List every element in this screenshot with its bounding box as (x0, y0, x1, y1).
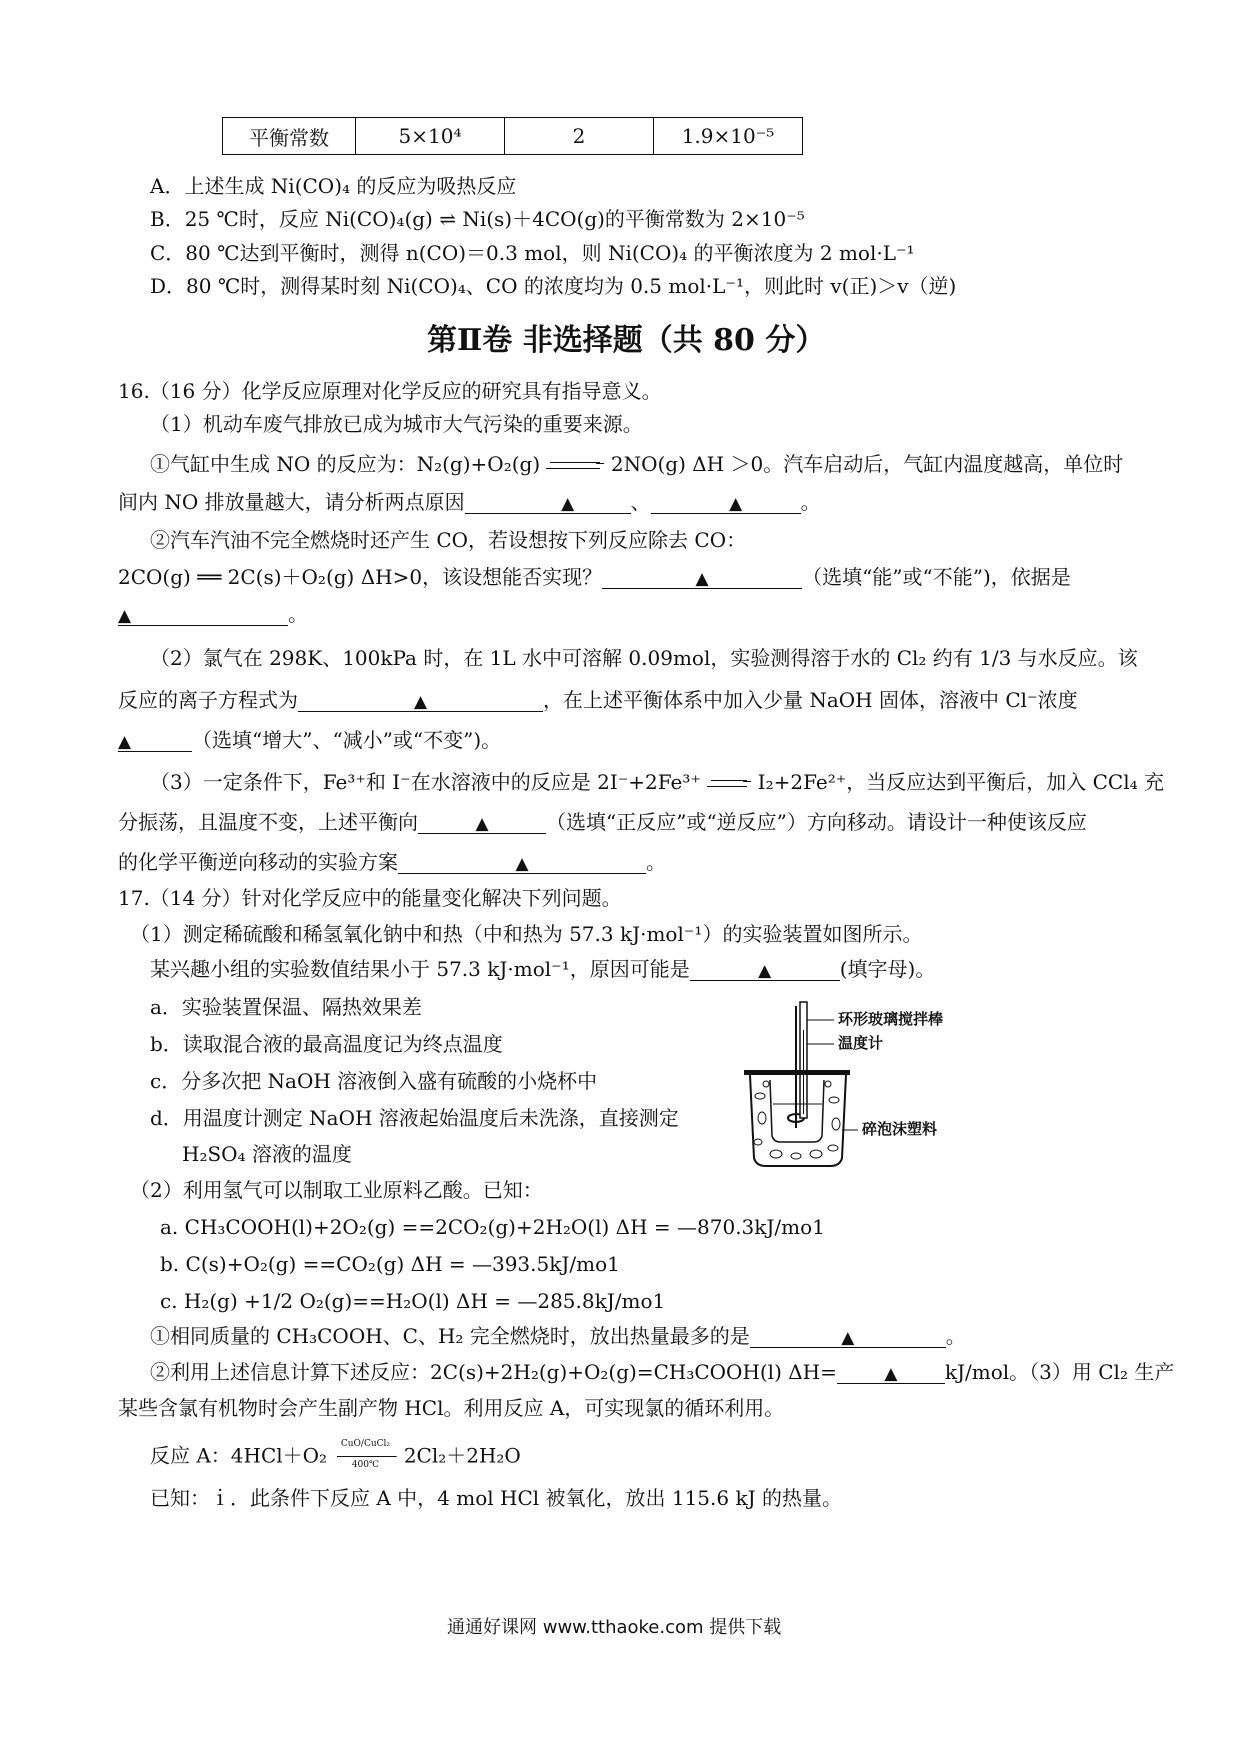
text-fragment: （选填“增大”、“减小”或“不变”)。 (192, 728, 502, 752)
answer-blank[interactable] (465, 492, 631, 514)
outer-beaker (750, 1075, 846, 1166)
q17-option-d-line1: d．用温度计测定 NaOH 溶液起始温度后未洗涤，直接测定 (150, 1106, 679, 1130)
answer-blank[interactable] (690, 959, 840, 981)
q17-equation-c: c. H₂(g) +1/2 O₂(g)==H₂O(l) ΔH = —285.8kJ/mo1 (160, 1289, 666, 1313)
answer-blank[interactable] (602, 567, 802, 589)
text-fragment: (填字母)。 (839, 957, 936, 981)
q17-option-c: c．分多次把 NaOH 溶液倒入盛有硫酸的小烧杯中 (150, 1069, 598, 1093)
q16-part3-line2 (118, 812, 1087, 834)
q17-part1-line2 (150, 959, 935, 981)
temperature-label: 400℃ (351, 1460, 380, 1470)
blank-mark-icon: ▲ (118, 606, 132, 626)
text-fragment: 反应 A：4HCl＋O₂ (150, 1443, 328, 1468)
text-fragment: 某兴趣小组的实验数值结果小于 57.3 kJ·mol⁻¹，原因可能是 (150, 957, 690, 981)
text-fragment: 2CO(g) ══ 2C(s)＋O₂(g) ΔH>0，该设想能否实现？ (118, 565, 603, 589)
answer-blank[interactable] (118, 604, 288, 626)
q16-part2-line1: （2）氯气在 298K、100kPa 时，在 1L 水中可溶解 0.09mol，实验测得溶于水的 Cl₂ 约有 1/3 与水反应。该 (150, 646, 1138, 670)
label-thermometer: 温度计 (838, 1034, 884, 1052)
answer-blank[interactable] (750, 1326, 946, 1348)
text-fragment: 2Cl₂＋2H₂O (403, 1443, 521, 1468)
text-fragment: 。 (288, 602, 308, 626)
label-stirrer: 环形玻璃搅拌棒 (838, 1010, 944, 1028)
q16-part1a-line1 (150, 454, 1123, 474)
text-fragment: ①相同质量的 CH₃COOH、C、H₂ 完全燃烧时，放出热量最多的是 (150, 1324, 750, 1348)
catalyst-label: CuO/CuCl₂ (340, 1439, 391, 1449)
q17-part2b (150, 1362, 1174, 1384)
text-fragment: （选填“能”或“不能”)，依据是 (802, 565, 1071, 589)
q16-part3-line3 (118, 852, 666, 874)
blank-mark-icon: ▲ (413, 692, 428, 712)
table-cell-value-2: 2 (505, 118, 654, 155)
q17-part3-line1: 某些含氯有机物时会产生副产物 HCl。利用反应 A，可实现氯的循环利用。 (118, 1396, 785, 1420)
text-fragment: 的化学平衡逆向移动的实验方案 (118, 850, 398, 874)
q16-part1b-line2 (118, 567, 1071, 589)
q17-option-a: a．实验装置保温、隔热效果差 (150, 995, 422, 1019)
text-fragment: ②利用上述信息计算下述反应：2C(s)+2H₂(g)+O₂(g)=CH₃COOH(l) ΔH= (150, 1360, 837, 1384)
blank-mark-icon: ▲ (561, 494, 575, 514)
answer-blank[interactable] (118, 730, 192, 752)
q17-known-condition: 已知：ｉ．此条件下反应 A 中，4 mol HCl 被氧化，放出 115.6 kJ 的热量。 (150, 1486, 842, 1510)
blank-mark-icon: ▲ (841, 1328, 855, 1348)
q16-part3-line1 (150, 772, 1164, 792)
answer-blank[interactable] (418, 812, 546, 834)
text-fragment: 。 (945, 1324, 966, 1348)
lid (744, 1070, 850, 1075)
q16-part1b-line1: ②汽车汽油不完全燃烧时还产生 CO，若设想按下列反应除去 CO： (150, 528, 747, 552)
equilibrium-constant-table (222, 117, 803, 155)
text-fragment: 2NO(g) ΔH ＞0。汽车启动后，气缸内温度越高，单位时 (610, 452, 1124, 476)
q15-option-a: A．上述生成 Ni(CO)₄ 的反应为吸热反应 (150, 174, 517, 198)
q16-part2-line2 (118, 690, 1078, 712)
text-fragment: kJ/mol。（3）用 Cl₂ 生产 (944, 1360, 1175, 1384)
blank-mark-icon: ▲ (118, 732, 132, 752)
text-fragment: 间内 NO 排放量越大，请分析两点原因 (118, 490, 465, 514)
q15-option-d: D．80 ℃时，测得某时刻 Ni(CO)₄、CO 的浓度均为 0.5 mol·L⁻¹，则此时 v(正)＞v（逆) (150, 274, 957, 298)
q16-part1-intro: （1）机动车废气排放已成为城市大气污染的重要来源。 (150, 412, 643, 436)
page-footer: 通通好课网 www.tthaoke.com 提供下载 (447, 1617, 782, 1638)
table-cell-value-3: 1.9×10⁻⁵ (654, 118, 803, 155)
table-row (223, 118, 803, 155)
equilibrium-arrow-icon (707, 777, 751, 791)
text-fragment: ，在上述平衡体系中加入少量 NaOH 固体，溶液中 Cl⁻浓度 (543, 688, 1078, 712)
blank-mark-icon: ▲ (884, 1364, 898, 1384)
blank-mark-icon: ▲ (475, 814, 489, 834)
q16-stem: 16.（16 分）化学反应原理对化学反应的研究具有指导意义。 (118, 379, 662, 403)
text-fragment: 。 (646, 850, 666, 874)
answer-blank[interactable] (398, 852, 646, 874)
blank-mark-icon: ▲ (695, 569, 709, 589)
answer-blank[interactable] (651, 492, 801, 514)
q17-equation-a: a. CH₃COOH(l)+2O₂(g) ==2CO₂(g)+2H₂O(l) ΔH = —870.3kJ/mo1 (160, 1215, 825, 1239)
q17-equation-b: b. C(s)+O₂(g) ==CO₂(g) ΔH = —393.5kJ/mo1 (160, 1252, 620, 1276)
text-fragment: 分振荡，且温度不变，上述平衡向 (118, 810, 418, 834)
text-fragment: I₂+2Fe²⁺，当反应达到平衡后，加入 CCl₄ 充 (757, 770, 1164, 794)
text-fragment: ①气缸中生成 NO 的反应为：N₂(g)+O₂(g) (150, 452, 541, 476)
text-fragment: 、 (630, 490, 651, 514)
blank-mark-icon: ▲ (515, 854, 529, 874)
table-cell-label: 平衡常数 (223, 118, 356, 155)
answer-blank[interactable] (298, 690, 543, 712)
text-fragment: 反应的离子方程式为 (118, 688, 298, 712)
reaction-arrow-icon (333, 1439, 397, 1472)
q17-part2a (150, 1326, 966, 1348)
q16-part1b-line3 (118, 604, 308, 626)
label-foam: 碎泡沫塑料 (862, 1120, 938, 1138)
q16-part2-line3 (118, 730, 501, 752)
table-cell-value-1: 5×10⁴ (356, 118, 505, 155)
text-fragment: 。 (800, 490, 821, 514)
q17-part2-intro: （2）利用氢气可以制取工业原料乙酸。已知： (130, 1178, 543, 1202)
blank-mark-icon: ▲ (758, 961, 772, 981)
text-fragment: （选填“正反应”或“逆反应”）方向移动。请设计一种使该反应 (546, 810, 1087, 834)
q17-reaction-a (150, 1439, 521, 1472)
q15-option-c: C．80 ℃达到平衡时，测得 n(CO)＝0.3 mol，则 Ni(CO)₄ 的平衡浓度为 2 mol·L⁻¹ (150, 241, 915, 265)
section-title: 第Ⅱ卷 非选择题（共 80 分） (427, 323, 826, 358)
q17-option-d-line2: H₂SO₄ 溶液的温度 (182, 1142, 352, 1166)
text-fragment: （3）一定条件下，Fe³⁺和 I⁻在水溶液中的反应是 2I⁻+2Fe³⁺ (150, 770, 701, 794)
answer-blank[interactable] (837, 1362, 945, 1384)
q15-option-b: B．25 ℃时，反应 Ni(CO)₄(g) ⇌ Ni(s)＋4CO(g)的平衡常数为 2×10⁻⁵ (150, 207, 805, 231)
blank-mark-icon: ▲ (729, 494, 743, 514)
q17-stem: 17.（14 分）针对化学反应中的能量变化解决下列问题。 (118, 886, 622, 910)
q17-part1-line1: （1）测定稀硫酸和稀氢氧化钠中和热（中和热为 57.3 kJ·mol⁻¹）的实验装置如图所示。 (130, 922, 923, 946)
q17-option-b: b．读取混合液的最高温度记为终点温度 (150, 1032, 503, 1056)
q16-part1a-line2 (118, 492, 821, 514)
equilibrium-arrow-icon (546, 459, 604, 473)
